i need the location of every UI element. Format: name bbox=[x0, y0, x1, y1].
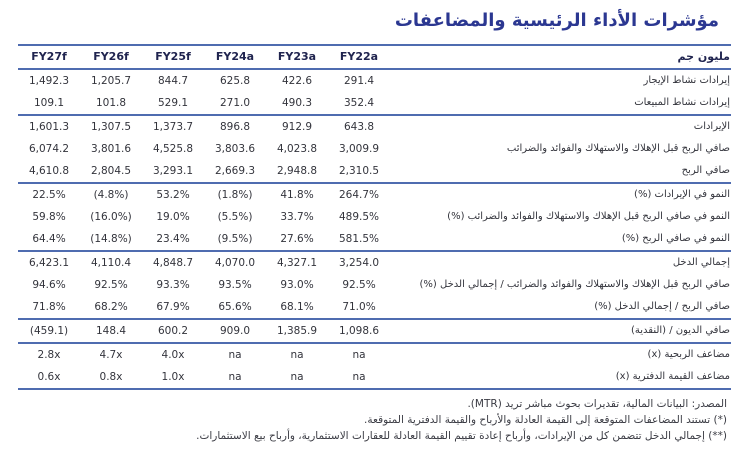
cell-value: 68.1% bbox=[280, 301, 314, 313]
cell-value: 33.7% bbox=[280, 211, 314, 223]
kpi-table bbox=[18, 44, 731, 390]
cell-value: na bbox=[352, 349, 366, 361]
cell-value: 0.8x bbox=[99, 371, 123, 383]
cell-value: 68.2% bbox=[94, 301, 128, 313]
cell-value: 27.6% bbox=[280, 233, 314, 245]
row-label: إجمالي الدخل bbox=[672, 257, 730, 268]
cell-value: 3,009.9 bbox=[338, 143, 380, 155]
cell-value: 3,801.6 bbox=[90, 143, 132, 155]
cell-value: 64.4% bbox=[32, 233, 66, 245]
cell-value: (16.0%) bbox=[90, 211, 132, 223]
row-label: النمو في صافي الربح قبل الإهلاك والاستهلاك والفوائد والضرائب (%) bbox=[447, 211, 730, 222]
cell-value: 2,669.3 bbox=[214, 165, 256, 177]
cell-value: 896.8 bbox=[219, 121, 251, 133]
cell-value: na bbox=[228, 371, 242, 383]
cell-value: 4,525.8 bbox=[152, 143, 194, 155]
table-row bbox=[18, 319, 731, 343]
cell-value: 0.6x bbox=[37, 371, 61, 383]
cell-value: 2,804.5 bbox=[90, 165, 132, 177]
cell-value: 291.4 bbox=[343, 75, 375, 87]
cell-value: 23.4% bbox=[156, 233, 190, 245]
cell-value: 65.6% bbox=[218, 301, 252, 313]
cell-value: 92.5% bbox=[342, 279, 376, 291]
table-row bbox=[18, 160, 731, 183]
cell-value: 581.5% bbox=[338, 233, 380, 245]
table-row bbox=[18, 69, 731, 92]
footnote-line: (**) إجمالي الدخل تتضمن كل من الإيرادات، وأرباح إعادة تقييم القيمة العادلة للعقارات الاستثمارية، وأرباح بيع الاستثمارات. bbox=[196, 429, 727, 442]
cell-value: 489.5% bbox=[338, 211, 380, 223]
row-label: مضاعف القيمة الدفترية (x) bbox=[615, 371, 730, 382]
cell-value: 6,074.2 bbox=[28, 143, 70, 155]
cell-value: 422.6 bbox=[281, 75, 313, 87]
cell-value: 1,205.7 bbox=[90, 75, 132, 87]
cell-value: 1,492.3 bbox=[28, 75, 70, 87]
cell-value: 3,293.1 bbox=[152, 165, 194, 177]
cell-value: na bbox=[290, 349, 304, 361]
row-label: صافي الديون / (النقدية) bbox=[630, 325, 730, 336]
cell-value: 101.8 bbox=[95, 97, 127, 109]
cell-value: 4.7x bbox=[99, 349, 123, 361]
report-page bbox=[0, 10, 735, 463]
row-label: النمو في صافي الربح (%) bbox=[621, 233, 730, 244]
cell-value: 53.2% bbox=[156, 189, 190, 201]
year-column-header: FY24a bbox=[215, 50, 255, 63]
cell-value: 264.7% bbox=[338, 189, 380, 201]
cell-value: 93.5% bbox=[218, 279, 252, 291]
cell-value: 6,423.1 bbox=[28, 257, 70, 269]
table-row bbox=[18, 366, 731, 389]
row-label: صافي الربح bbox=[681, 165, 730, 176]
table-row bbox=[18, 251, 731, 274]
year-column-header: FY27f bbox=[31, 50, 67, 63]
page-title: مؤشرات الأداء الرئيسية والمضاعفات bbox=[394, 10, 719, 31]
cell-value: 4,610.8 bbox=[28, 165, 70, 177]
row-label: إيرادات نشاط المبيعات bbox=[634, 97, 730, 108]
cell-value: na bbox=[352, 371, 366, 383]
table-header-row bbox=[18, 45, 731, 69]
row-label: صافي الربح قبل الإهلاك والاستهلاك والفوائد والضرائب / إجمالي الدخل (%) bbox=[419, 279, 730, 290]
footnote-line: (*) تستند المضاعفات المتوقعة إلى القيمة العادلة والأرباح والقيمة الدفترية المتوقعة. bbox=[364, 413, 727, 426]
cell-value: 93.0% bbox=[280, 279, 314, 291]
cell-value: 1,385.9 bbox=[276, 325, 318, 337]
cell-value: 148.4 bbox=[95, 325, 127, 337]
cell-value: 1,098.6 bbox=[338, 325, 380, 337]
footnote-line: المصدر: البيانات المالية، تقديرات بحوث مباشر تريد (MTR). bbox=[467, 398, 727, 410]
cell-value: 600.2 bbox=[157, 325, 189, 337]
row-label: صافي الربح قبل الإهلاك والاستهلاك والفوائد والضرائب bbox=[506, 143, 730, 154]
cell-value: 2,310.5 bbox=[338, 165, 380, 177]
cell-value: 4,110.4 bbox=[90, 257, 132, 269]
cell-value: 93.3% bbox=[156, 279, 190, 291]
cell-value: 109.1 bbox=[33, 97, 65, 109]
cell-value: 529.1 bbox=[157, 97, 189, 109]
cell-value: 1,373.7 bbox=[152, 121, 194, 133]
cell-value: 2.8x bbox=[37, 349, 61, 361]
table-row bbox=[18, 115, 731, 138]
cell-value: 4,848.7 bbox=[152, 257, 194, 269]
cell-value: 3,254.0 bbox=[338, 257, 380, 269]
cell-value: 1,601.3 bbox=[28, 121, 70, 133]
cell-value: (4.8%) bbox=[93, 189, 129, 201]
cell-value: 94.6% bbox=[32, 279, 66, 291]
cell-value: na bbox=[290, 371, 304, 383]
cell-value: 41.8% bbox=[280, 189, 314, 201]
year-column-header: FY26f bbox=[93, 50, 129, 63]
year-column-header: FY22a bbox=[339, 50, 379, 63]
footnotes bbox=[18, 398, 727, 444]
cell-value: 490.3 bbox=[281, 97, 313, 109]
cell-value: 92.5% bbox=[94, 279, 128, 291]
cell-value: 2,948.8 bbox=[276, 165, 318, 177]
cell-value: 4,070.0 bbox=[214, 257, 256, 269]
cell-value: 1.0x bbox=[161, 371, 185, 383]
cell-value: 909.0 bbox=[219, 325, 251, 337]
cell-value: 22.5% bbox=[32, 189, 66, 201]
cell-value: 59.8% bbox=[32, 211, 66, 223]
cell-value: 4.0x bbox=[161, 349, 185, 361]
cell-value: 3,803.6 bbox=[214, 143, 256, 155]
cell-value: 19.0% bbox=[156, 211, 190, 223]
year-column-header: FY23a bbox=[277, 50, 317, 63]
cell-value: (5.5%) bbox=[217, 211, 253, 223]
cell-value: (14.8%) bbox=[90, 233, 132, 245]
cell-value: 4,327.1 bbox=[276, 257, 318, 269]
cell-value: 912.9 bbox=[281, 121, 313, 133]
cell-value: 71.8% bbox=[32, 301, 66, 313]
row-label: النمو في الإيرادات (%) bbox=[634, 189, 730, 200]
row-label: إيرادات نشاط الإيجار bbox=[643, 75, 730, 86]
unit-header: مليون جم bbox=[677, 50, 730, 63]
cell-value: 271.0 bbox=[219, 97, 251, 109]
table-row bbox=[18, 138, 731, 160]
cell-value: 625.8 bbox=[219, 75, 251, 87]
cell-value: 844.7 bbox=[157, 75, 189, 87]
row-label: صافي الربح / إجمالي الدخل (%) bbox=[594, 301, 730, 312]
row-label: مضاعف الربحية (x) bbox=[647, 349, 730, 360]
table-row bbox=[18, 274, 731, 296]
cell-value: 1,307.5 bbox=[90, 121, 132, 133]
row-label: الإيرادات bbox=[693, 121, 730, 132]
table-row bbox=[18, 228, 731, 251]
cell-value: 643.8 bbox=[343, 121, 375, 133]
table-row bbox=[18, 183, 731, 206]
year-column-header: FY25f bbox=[155, 50, 191, 63]
cell-value: (9.5%) bbox=[217, 233, 253, 245]
table-row bbox=[18, 296, 731, 319]
table-row bbox=[18, 206, 731, 228]
cell-value: 71.0% bbox=[342, 301, 376, 313]
cell-value: 67.9% bbox=[156, 301, 190, 313]
cell-value: 352.4 bbox=[343, 97, 375, 109]
table-row bbox=[18, 92, 731, 115]
cell-value: 4,023.8 bbox=[276, 143, 318, 155]
cell-value: na bbox=[228, 349, 242, 361]
table-row bbox=[18, 343, 731, 366]
cell-value: (459.1) bbox=[29, 325, 69, 337]
cell-value: (1.8%) bbox=[217, 189, 253, 201]
